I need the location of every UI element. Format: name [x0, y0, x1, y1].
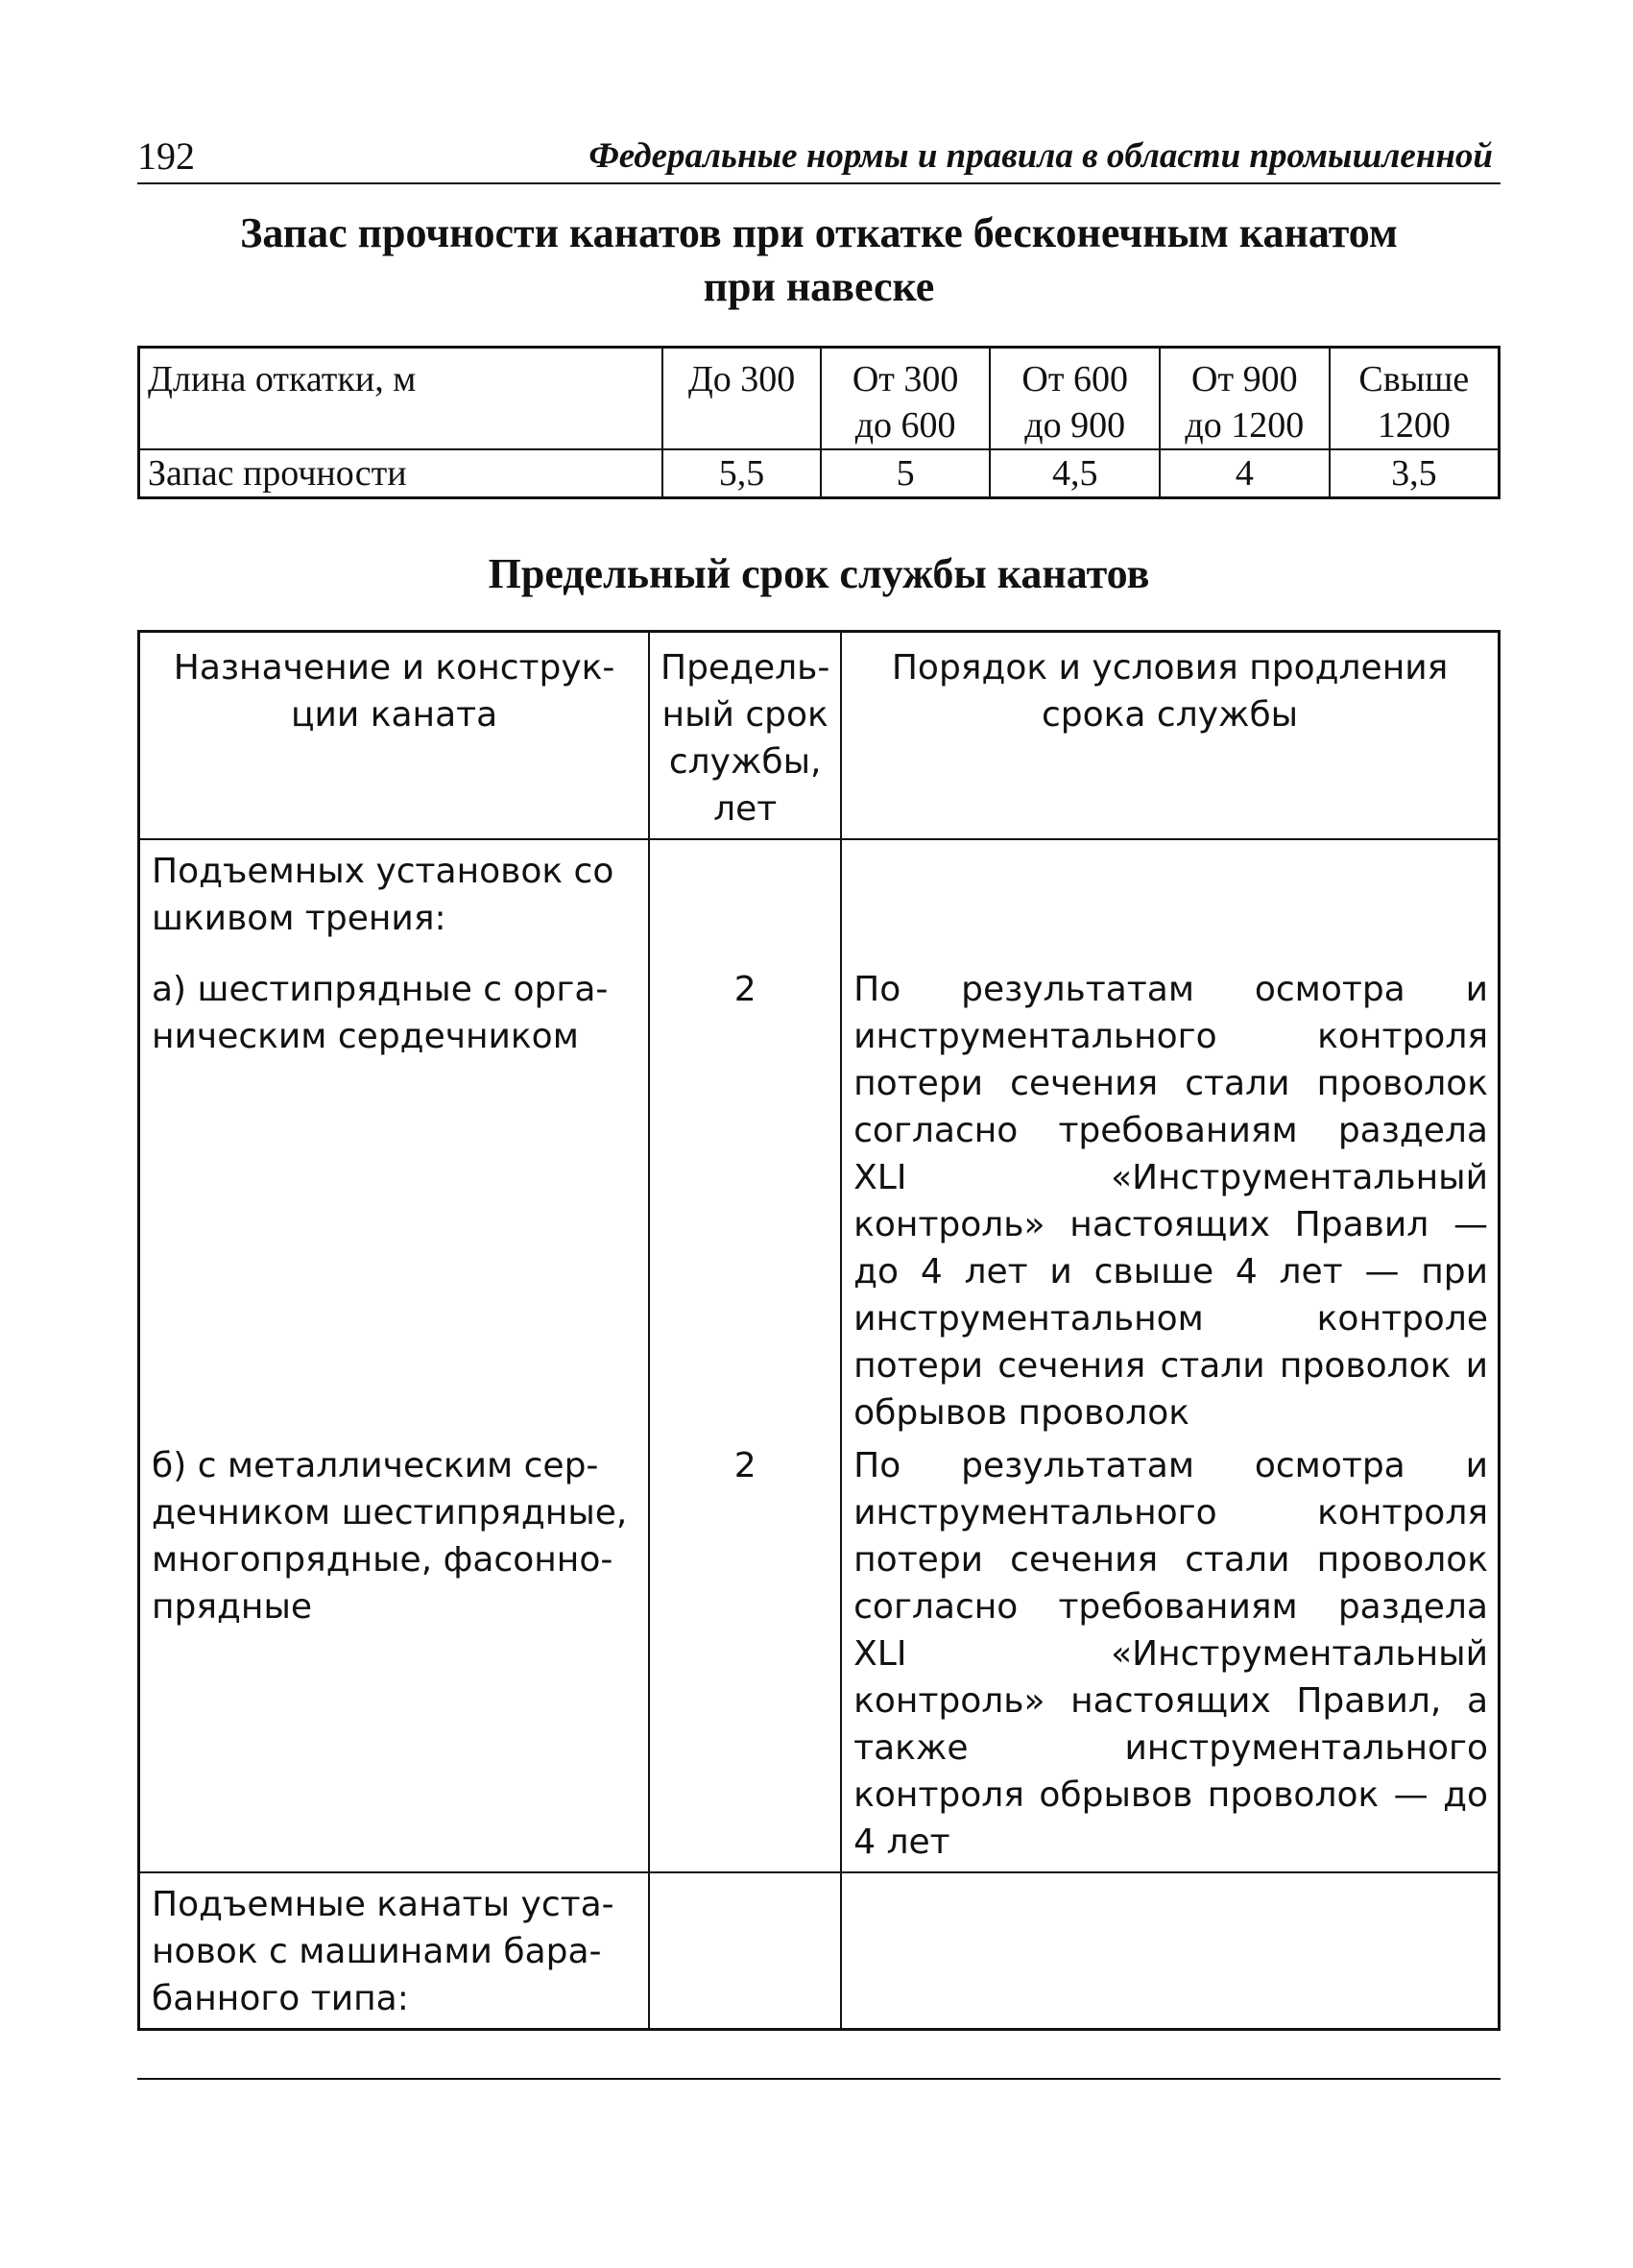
conditions-a: По результатам осмотра и инструментального контроля потери сечения стали проволок согласно требованиям раздела XLI «Инструментальный контроль» настоящих Правил — до 4 лет и свыше 4 лет — при инструментальном контроле потери сечения стали проволок и обрывов проволок — [853, 970, 1488, 1433]
section2-title: Предельный срок службы канатов — [488, 550, 1150, 597]
running-title: Федеральные нормы и правила в области промышленной — [588, 136, 1493, 176]
conditions-b: По результатам осмотра и инструментального контроля потери сечения стали проволок согласно требованиям раздела XLI «Инструментальный контроль» настоящих Правил, а также инструментального контроля обрывов проволок — до 4 лет — [841, 1442, 1499, 1872]
header-purpose: Назначение и конструк- ции каната — [139, 632, 650, 840]
table-row — [139, 449, 1500, 498]
safety-value: 3,5 — [1330, 449, 1500, 498]
table-row — [139, 1442, 1500, 1872]
safety-factor-table — [137, 346, 1501, 499]
page-header — [137, 133, 1501, 184]
years-empty — [649, 1872, 841, 2030]
section1-title-line1: Запас прочности канатов при откатке бесконечным канатом — [240, 209, 1398, 256]
page-number: 192 — [137, 134, 195, 178]
safety-value: 5,5 — [662, 449, 821, 498]
safety-value: 4 — [1160, 449, 1330, 498]
years-cell — [649, 839, 841, 1442]
length-cell: От 300 до 600 — [821, 348, 991, 450]
group-label-friction: Подъемных установок со шкивом трения: а) шестипрядные с орга- ническим сердечником — [139, 839, 650, 1442]
table-row — [139, 839, 1500, 1442]
length-cell: От 900 до 1200 — [1160, 348, 1330, 450]
safety-value: 5 — [821, 449, 991, 498]
table-row — [139, 1872, 1500, 2030]
purpose-a: а) шестипрядные с орга- — [152, 970, 609, 1009]
conditions-cell — [841, 839, 1499, 1442]
group-label-drum: Подъемные канаты уста- новок с машинами бара- банного типа: — [139, 1872, 650, 2030]
footer-rule — [137, 2078, 1501, 2080]
row-label-safety: Запас прочности — [139, 449, 663, 498]
row-label-length: Длина откатки, м — [139, 348, 663, 450]
safety-value: 4,5 — [990, 449, 1160, 498]
section1-title-line2: при навеске — [703, 263, 935, 310]
header-conditions: Порядок и условия продления срока службы — [841, 632, 1499, 840]
purpose-b: б) с металлическим сер- дечником шестипрядные, многопрядные, фасонно- прядные — [139, 1442, 650, 1872]
table-header-row — [139, 632, 1500, 840]
header-years: Предель- ный срок службы, лет — [649, 632, 841, 840]
years-a: 2 — [733, 970, 756, 1009]
service-life-table — [137, 630, 1501, 2031]
section1-title — [137, 206, 1501, 314]
length-cell: Свыше 1200 — [1330, 348, 1500, 450]
years-b: 2 — [649, 1442, 841, 1872]
conditions-empty — [841, 1872, 1499, 2030]
table-row — [139, 348, 1500, 450]
length-cell: От 600 до 900 — [990, 348, 1160, 450]
length-cell: До 300 — [662, 348, 821, 450]
